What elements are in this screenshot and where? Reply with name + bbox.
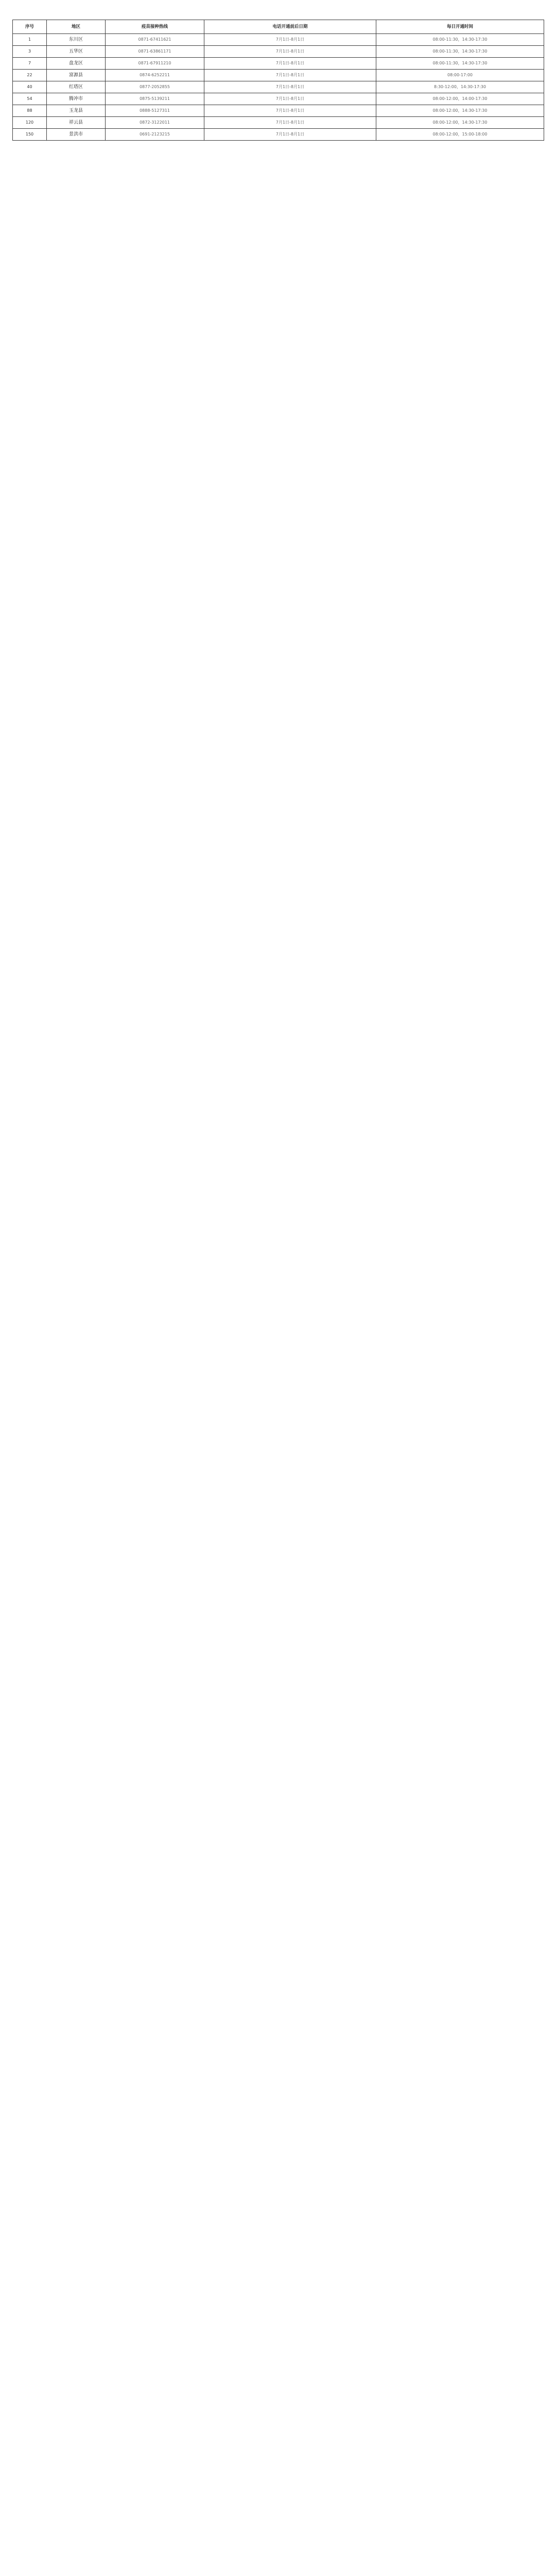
- row-date-range: 7月1日-8月1日: [204, 129, 376, 141]
- row-date-range: 7月1日-8月1日: [204, 58, 376, 70]
- row-phone: 0691-2123215: [106, 129, 204, 141]
- row-index: 1: [13, 34, 47, 46]
- row-hours: 08:00-11:30，14:30-17:30: [376, 34, 544, 46]
- header-hours: 每日开通时间: [376, 20, 544, 34]
- row-hours: 08:00-17:00: [376, 70, 544, 81]
- header-index: 序号: [13, 20, 47, 34]
- table-row: [13, 58, 544, 70]
- row-phone: 0877-2052855: [106, 81, 204, 93]
- table-row: [13, 70, 544, 81]
- row-index: 7: [13, 58, 47, 70]
- row-date-range: 7月1日-8月1日: [204, 34, 376, 46]
- header-row: [13, 20, 544, 34]
- row-date-range: 7月1日-8月1日: [204, 46, 376, 58]
- row-phone: 0875-5139211: [106, 93, 204, 105]
- row-index: 40: [13, 81, 47, 93]
- table-row: [13, 81, 544, 93]
- row-phone: 0871-67911210: [106, 58, 204, 70]
- row-hours: 08:00-12:00，14:00-17:30: [376, 93, 544, 105]
- row-region: 五华区: [47, 46, 106, 58]
- table-row: [13, 117, 544, 129]
- vaccine-hotline-sheet: [12, 20, 544, 141]
- header-phone: 疫苗接种热线: [106, 20, 204, 34]
- row-region: 富源县: [47, 70, 106, 81]
- row-hours: 08:00-12:00，15:00-18:00: [376, 129, 544, 141]
- row-region: 红塔区: [47, 81, 106, 93]
- row-region: 玉龙县: [47, 105, 106, 117]
- table-row: [13, 34, 544, 46]
- row-hours: 08:00-11:30，14:30-17:30: [376, 46, 544, 58]
- row-index: 54: [13, 93, 47, 105]
- table-body: [13, 34, 544, 141]
- row-hours: 08:00-12:00，14:30-17:30: [376, 117, 544, 129]
- row-region: 东川区: [47, 34, 106, 46]
- table-row: [13, 129, 544, 141]
- row-date-range: 7月1日-8月1日: [204, 105, 376, 117]
- row-phone: 0872-3122011: [106, 117, 204, 129]
- row-date-range: 7月1日-8月1日: [204, 81, 376, 93]
- row-hours: 08:00-11:30，14:30-17:30: [376, 58, 544, 70]
- hotline-table: [12, 20, 544, 141]
- row-phone: 0874-6252211: [106, 70, 204, 81]
- row-index: 88: [13, 105, 47, 117]
- table-row: [13, 46, 544, 58]
- row-phone: 0871-63861171: [106, 46, 204, 58]
- row-index: 3: [13, 46, 47, 58]
- row-hours: 08:00-12:00，14:30-17:30: [376, 105, 544, 117]
- row-phone: 0871-67411621: [106, 34, 204, 46]
- row-region: 盘龙区: [47, 58, 106, 70]
- header-date-range: 电话开通前后日期: [204, 20, 376, 34]
- row-region: 腾冲市: [47, 93, 106, 105]
- row-date-range: 7月1日-8月1日: [204, 70, 376, 81]
- row-index: 22: [13, 70, 47, 81]
- table-row: [13, 93, 544, 105]
- row-index: 120: [13, 117, 47, 129]
- row-date-range: 7月1日-8月1日: [204, 117, 376, 129]
- row-index: 150: [13, 129, 47, 141]
- row-phone: 0888-5127311: [106, 105, 204, 117]
- row-hours: 8:30-12:00，14:30-17:30: [376, 81, 544, 93]
- row-date-range: 7月1日-8月1日: [204, 93, 376, 105]
- header-region: 地区: [47, 20, 106, 34]
- table-row: [13, 105, 544, 117]
- row-region: 祥云县: [47, 117, 106, 129]
- row-region: 景洪市: [47, 129, 106, 141]
